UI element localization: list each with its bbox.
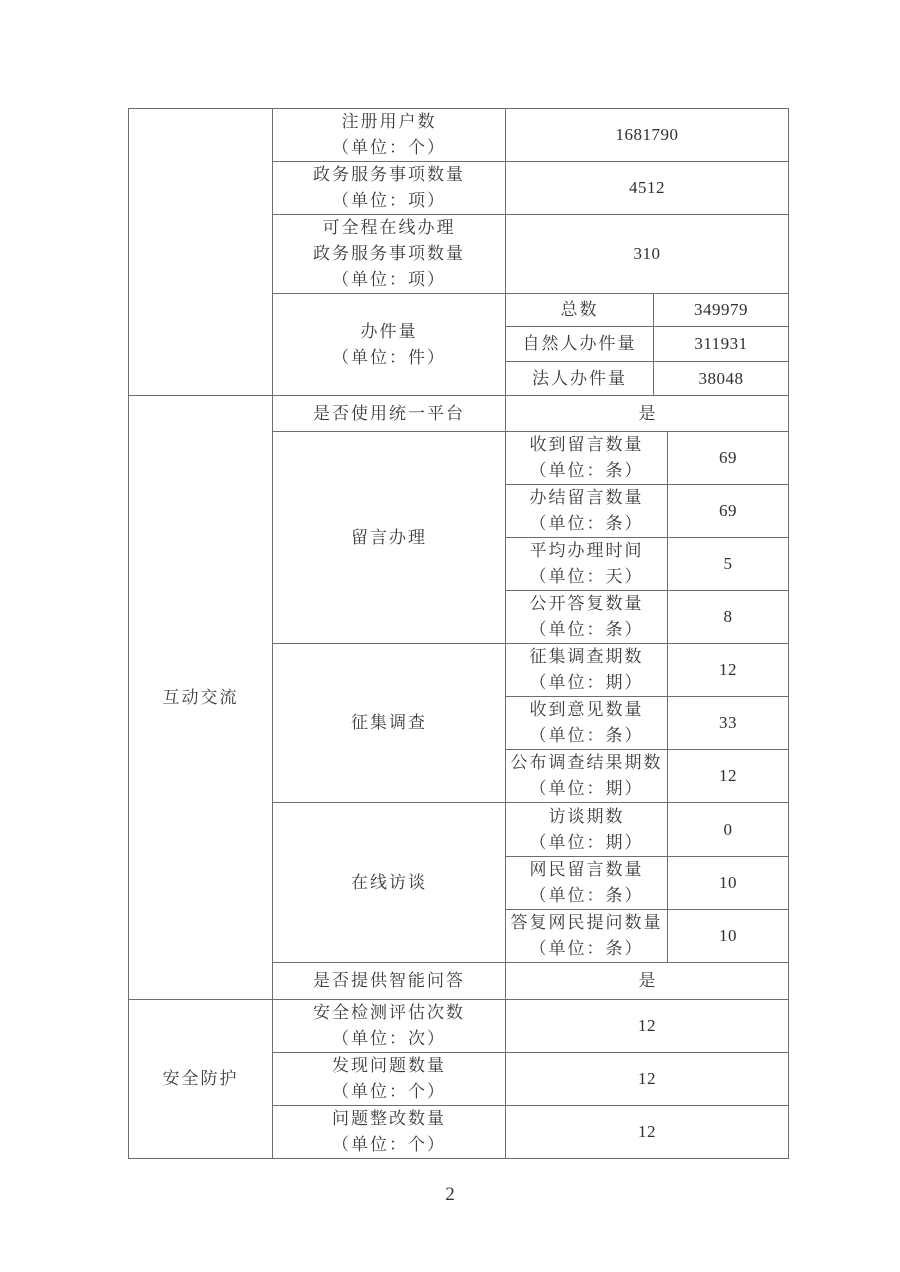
row-unit-text: （单位：个） [332,138,446,157]
sub-unit-text: （单位：条） [529,514,644,533]
row-label-problems-rectified [273,1106,506,1159]
row-unit-text: （单位：次） [332,1029,446,1048]
sub-value-public-replies: 8 [668,591,789,644]
sub-unit-text: （单位：条） [529,620,644,639]
sub-label-text: 办结留言数量 [529,488,644,507]
table-row [129,1000,789,1053]
row-value-security-assessments: 12 [506,1000,789,1053]
sub-label-questions-answered [506,910,668,963]
row-unit-text: （单位：项） [332,191,446,210]
row-value-smart-qa: 是 [506,963,789,1000]
row-value-full-online-items: 310 [506,215,789,294]
row-value-problems-rectified: 12 [506,1106,789,1159]
row-label-service-items [273,162,506,215]
row-label-security-assessments [273,1000,506,1053]
category-cell-interaction: 互动交流 [129,396,273,1000]
row-label-text: 注册用户数 [341,112,437,131]
row-label-text: 发现问题数量 [332,1056,446,1075]
sub-value-netizen-messages: 10 [668,857,789,910]
row-label-text: 可全程在线办理 [322,218,456,237]
sub-label-messages-completed [506,485,668,538]
sub-value-interview-sessions: 0 [668,803,789,857]
sub-unit-text: （单位：期） [529,673,644,692]
sub-label-text: 平均办理时间 [529,541,644,560]
sub-label-text: 收到意见数量 [529,700,644,719]
sub-value-results-published: 12 [668,750,789,803]
sub-label-opinions-received [506,697,668,750]
category-cell-blank [129,109,273,396]
row-label-unified-platform: 是否使用统一平台 [273,396,506,432]
sub-unit-text: （单位：条） [529,726,644,745]
sub-label-interview-sessions [506,803,668,857]
row-label-smart-qa: 是否提供智能问答 [273,963,506,1000]
row-label-registered-users [273,109,506,162]
sub-label-case-natural: 自然人办件量 [506,327,654,362]
sub-label-case-total: 总数 [506,294,654,327]
row-unit-text: （单位：件） [332,347,446,367]
row-label-text: 办件量 [360,321,418,341]
sub-value-case-legal: 38048 [654,362,789,396]
sub-label-messages-received [506,432,668,485]
sub-value-survey-issues: 12 [668,644,789,697]
sub-label-case-legal: 法人办件量 [506,362,654,396]
group-label-online-interview: 在线访谈 [273,803,506,963]
sub-label-text: 公开答复数量 [529,594,644,613]
row-unit-text: （单位：项） [332,270,446,289]
sub-unit-text: （单位：期） [529,832,644,852]
sub-unit-text: （单位：条） [529,886,644,905]
group-label-survey: 征集调查 [273,644,506,803]
sub-label-results-published [506,750,668,803]
annual-report-table [128,108,789,1159]
sub-value-case-total: 349979 [654,294,789,327]
row-label-text: 政务服务事项数量 [313,244,465,263]
row-unit-text: （单位：个） [332,1082,446,1101]
sub-label-text: 征集调查期数 [529,647,644,666]
sub-label-netizen-messages [506,857,668,910]
sub-label-text: 答复网民提问数量 [510,913,663,932]
row-label-text: 问题整改数量 [332,1109,446,1128]
table-row [129,109,789,162]
row-label-case-volume [273,294,506,396]
row-label-full-online-items [273,215,506,294]
row-label-text: 政务服务事项数量 [313,165,465,184]
sub-label-public-replies [506,591,668,644]
row-label-problems-found [273,1053,506,1106]
sub-label-text: 公布调查结果期数 [510,753,663,772]
sub-unit-text: （单位：期） [529,779,644,798]
sub-unit-text: （单位：条） [529,939,644,958]
sub-value-messages-received: 69 [668,432,789,485]
sub-value-average-handling-time: 5 [668,538,789,591]
sub-unit-text: （单位：天） [529,567,644,586]
row-value-registered-users: 1681790 [506,109,789,162]
sub-label-survey-issues [506,644,668,697]
sub-label-text: 网民留言数量 [529,860,644,879]
sub-label-average-handling-time [506,538,668,591]
sub-label-text: 访谈期数 [548,806,625,826]
sub-label-text: 收到留言数量 [529,435,644,454]
sub-value-messages-completed: 69 [668,485,789,538]
row-value-unified-platform: 是 [506,396,789,432]
sub-value-case-natural: 311931 [654,327,789,362]
row-label-text: 安全检测评估次数 [313,1003,465,1022]
table-row [129,396,789,432]
row-value-service-items: 4512 [506,162,789,215]
page-number: 2 [445,1184,455,1205]
group-label-message-handling: 留言办理 [273,432,506,644]
sub-value-questions-answered: 10 [668,910,789,963]
category-cell-security: 安全防护 [129,1000,273,1159]
sub-unit-text: （单位：条） [529,461,644,480]
row-unit-text: （单位：个） [332,1135,446,1154]
row-value-problems-found: 12 [506,1053,789,1106]
sub-value-opinions-received: 33 [668,697,789,750]
